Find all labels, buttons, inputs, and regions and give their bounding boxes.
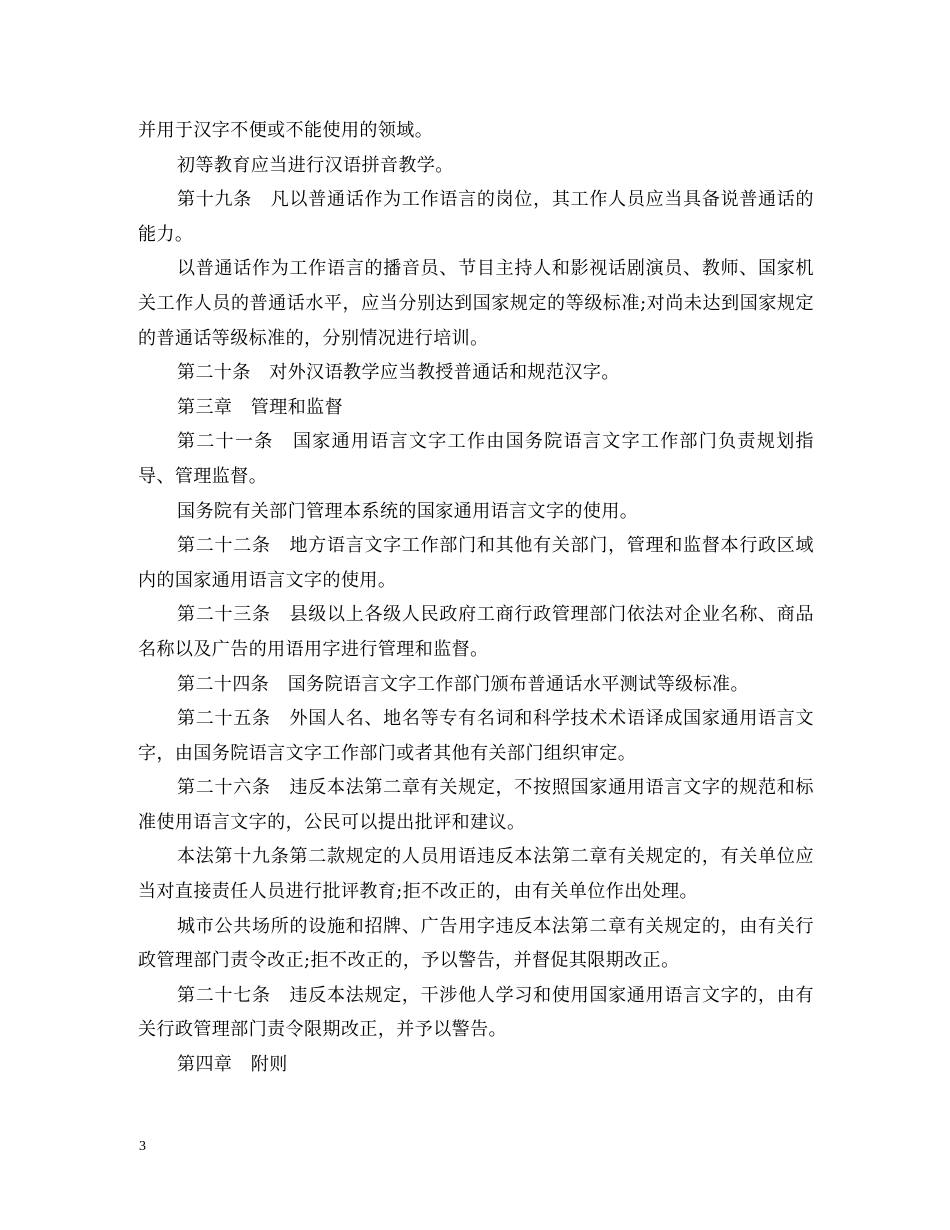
page-number: 3 <box>139 1139 146 1154</box>
article-20: 第二十条 对外汉语教学应当教授普通话和规范汉字。 <box>177 362 620 384</box>
paragraph-continuation: 并用于汉字不便或不能使用的领域。 <box>138 120 434 141</box>
paragraph: 初等教育应当进行汉语拼音教学。 <box>177 154 454 176</box>
paragraph: 以普通话作为工作语言的播音员、节目主持人和影视话剧演员、教师、国家机关工作人员的普通话水平，应当分别达到国家规定的等级标准;对尚未达到国家规定的普通话等级标准的，分别情况进行培训。 <box>138 258 814 349</box>
paragraph: 国务院有关部门管理本系统的国家通用语言文字的使用。 <box>177 500 639 522</box>
article-24: 第二十四条 国务院语言文字工作部门颁布普通话水平测试等级标准。 <box>177 673 749 695</box>
article-22: 第二十二条 地方语言文字工作部门和其他有关部门，管理和监督本行政区域内的国家通用语言文字的使用。 <box>138 535 814 591</box>
article-26: 第二十六条 违反本法第二章有关规定，不按照国家通用语言文字的规范和标准使用语言文字的，公民可以提出批评和建议。 <box>138 777 814 833</box>
chapter-3-heading: 第三章 管理和监督 <box>177 396 344 418</box>
document-body <box>138 114 814 1083</box>
article-21: 第二十一条 国家通用语言文字工作由国务院语言文字工作部门负责规划指导、管理监督。 <box>138 431 814 487</box>
paragraph: 本法第十九条第二款规定的人员用语违反本法第二章有关规定的，有关单位应当对直接责任人员进行批评教育;拒不改正的，由有关单位作出处理。 <box>138 846 814 903</box>
paragraph: 城市公共场所的设施和招牌、广告用字违反本法第二章有关规定的，由有关行政管理部门责令改正;拒不改正的，予以警告，并督促其限期改正。 <box>138 915 814 972</box>
article-23: 第二十三条 县级以上各级人民政府工商行政管理部门依法对企业名称、商品名称以及广告的用语用字进行管理和监督。 <box>138 604 814 660</box>
article-25: 第二十五条 外国人名、地名等专有名词和科学技术术语译成国家通用语言文字，由国务院语言文字工作部门或者其他有关部门组织审定。 <box>138 708 814 764</box>
chapter-4-heading: 第四章 附则 <box>177 1054 288 1076</box>
article-27: 第二十七条 违反本法规定，干涉他人学习和使用国家通用语言文字的，由有关行政管理部门责令限期改正，并予以警告。 <box>138 984 814 1041</box>
article-19: 第十九条 凡以普通话作为工作语言的岗位，其工作人员应当具备说普通话的能力。 <box>138 189 814 245</box>
